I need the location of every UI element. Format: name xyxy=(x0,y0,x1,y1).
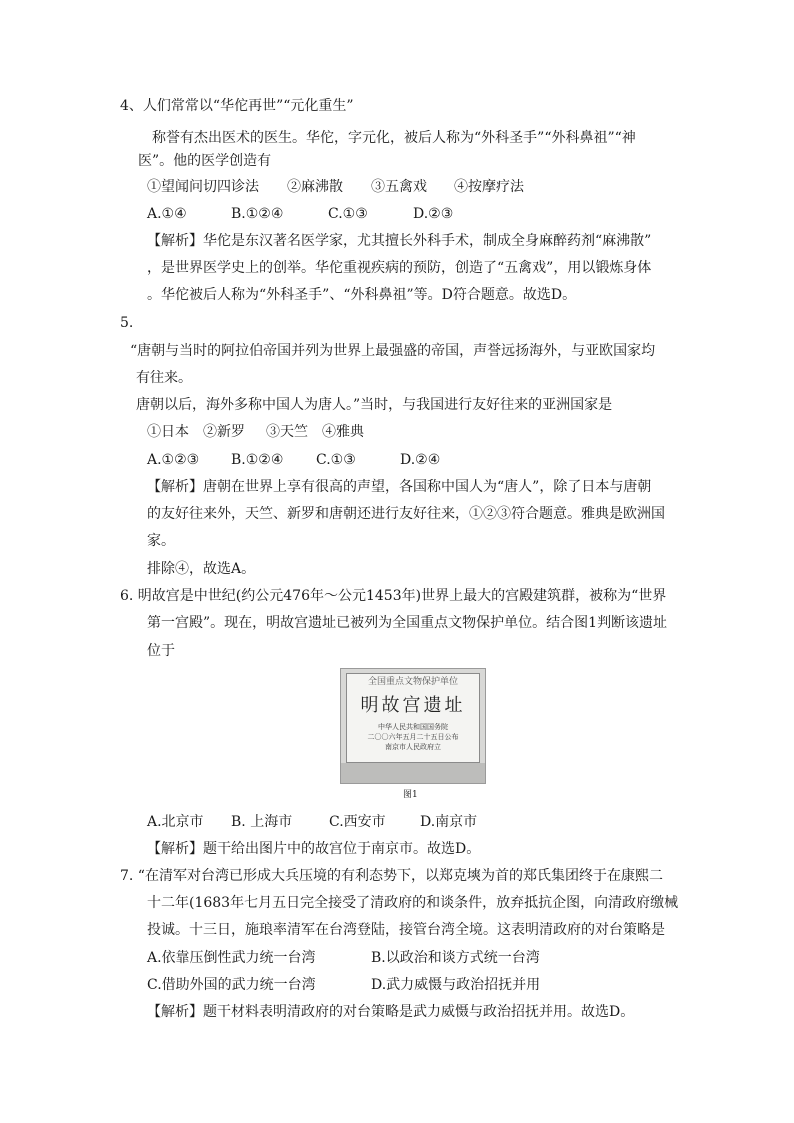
q4-stem-line-1: 4、人们常常以“华佗再世”“元化重生” xyxy=(120,98,354,114)
plaque-sub-text-3: 南京市人民政府立 xyxy=(385,743,441,751)
q6-option: B. 上海市 xyxy=(231,814,293,830)
q5-item: ①日本 xyxy=(147,424,189,440)
q5-item: ③天竺 xyxy=(266,424,308,440)
q4-option: B.①②④ xyxy=(231,206,284,222)
figure-1-photo xyxy=(340,668,486,784)
q5-stem-line-3: 唐朝以后，海外多称中国人为唐人。”当时，与我国进行友好往来的亚洲国家是 xyxy=(136,397,613,413)
q4-item: ①望闻问切四诊法 xyxy=(147,179,259,195)
q5-analysis-line-2: 的友好往来外，天竺、新罗和唐朝还进行友好往来，①②③符合题意。雅典是欧洲国 xyxy=(147,506,665,522)
q4-stem-line-2: 称誉有杰出医术的医生。华佗，字元化，被后人称为“外科圣手”“外科鼻祖”“神 xyxy=(152,130,636,146)
q7-option: A.依靠压倒性武力统一台湾 xyxy=(147,950,316,966)
q4-option: D.②③ xyxy=(413,206,454,222)
q6-option: C.西安市 xyxy=(329,814,386,830)
q4-option: C.①③ xyxy=(328,206,368,222)
q4-options xyxy=(147,204,453,224)
q4-items xyxy=(147,177,524,197)
q4-item: ④按摩疗法 xyxy=(454,179,524,195)
q6-stem-line-3: 位于 xyxy=(147,643,175,659)
q7-stem-line-1: 7. “在清军对台湾已形成大兵压境的有利态势下，以郑克塽为首的郑氏集团终于在康熙二 xyxy=(120,868,663,884)
q7-option: C.借助外国的武力统一台湾 xyxy=(147,977,316,993)
q5-analysis-line-4: 排除④，故选A。 xyxy=(147,561,256,577)
plaque-main-text: 明故宫遗址 xyxy=(360,695,466,716)
q4-item: ③五禽戏 xyxy=(371,179,427,195)
plaque-sub-text-2: 二〇〇六年五月二十五日公布 xyxy=(367,733,459,741)
q4-analysis-line-3: 。华佗被后人称为“外科圣手”、“外科鼻祖”等。D符合题意。故选D。 xyxy=(147,287,577,303)
plaque-sub-text-1: 中华人民共和国国务院 xyxy=(378,723,448,731)
q5-option: B.①②④ xyxy=(231,452,284,468)
q5-analysis-line-1: 【解析】唐朝在世界上享有很高的声望，各国称中国人为“唐人”，除了日本与唐朝 xyxy=(147,479,652,495)
q5-stem-line-2: 有往来。 xyxy=(136,370,192,386)
plaque-base xyxy=(341,763,485,783)
q4-stem-line-3: 医”。他的医学创造有 xyxy=(138,153,272,169)
q4-option: A.①④ xyxy=(147,206,187,222)
q7-stem-line-3: 投诚。十三日，施琅率清军在台湾登陆，接管台湾全境。这表明清政府的对台策略是 xyxy=(147,922,665,938)
stone-plaque xyxy=(346,673,480,763)
q7-options-row-1 xyxy=(147,948,540,968)
q6-options xyxy=(147,812,477,832)
q5-items xyxy=(147,422,364,442)
q5-option: A.①②③ xyxy=(147,452,200,468)
q7-options-row-2 xyxy=(147,975,540,995)
figure-caption: 图1 xyxy=(403,790,418,800)
q7-analysis-line-1: 【解析】题干材料表明清政府的对台策略是武力威慑与政治招抚并用。故选D。 xyxy=(147,1004,635,1020)
q5-item: ④雅典 xyxy=(322,424,364,440)
q5-number: 5. xyxy=(120,315,134,331)
q5-analysis-line-3: 家。 xyxy=(147,533,175,549)
q4-item: ②麻沸散 xyxy=(287,179,343,195)
q5-item: ②新罗 xyxy=(203,424,245,440)
q5-stem-line-1: “唐朝与当时的阿拉伯帝国并列为世界上最强盛的帝国，声誉远扬海外，与亚欧国家均 xyxy=(130,343,656,359)
q7-option: B.以政治和谈方式统一台湾 xyxy=(371,950,540,966)
q7-stem-line-2: 十二年(1683年七月五日完全接受了清政府的和谈条件，放弃抵抗企图，向清政府缴械 xyxy=(147,895,679,911)
q5-options xyxy=(147,450,440,470)
plaque-top-text: 全国重点文物保护单位 xyxy=(367,677,458,687)
q4-analysis-line-1: 【解析】华佗是东汉著名医学家，尤其擅长外科手术，制成全身麻醉药剂“麻沸散” xyxy=(147,233,652,249)
q6-analysis-line-1: 【解析】题干给出图片中的故宫位于南京市。故选D。 xyxy=(147,841,481,857)
q6-option: D.南京市 xyxy=(420,814,478,830)
q7-option: D.武力威慑与政治招抚并用 xyxy=(371,977,541,993)
q6-stem-line-2: 第一宫殿”。现在，明故宫遗址已被列为全国重点文物保护单位。结合图1判断该遗址 xyxy=(147,615,668,631)
q5-option: D.②④ xyxy=(400,452,441,468)
q6-stem-line-1: 6. 明故宫是中世纪(约公元476年～公元1453年)世界上最大的宫殿建筑群，被称为“世界 xyxy=(120,588,667,604)
q6-option: A.北京市 xyxy=(147,814,204,830)
q4-analysis-line-2: ，是世界医学史上的创举。华佗重视疾病的预防，创造了“五禽戏”，用以锻炼身体 xyxy=(147,260,652,276)
q5-option: C.①③ xyxy=(316,452,356,468)
